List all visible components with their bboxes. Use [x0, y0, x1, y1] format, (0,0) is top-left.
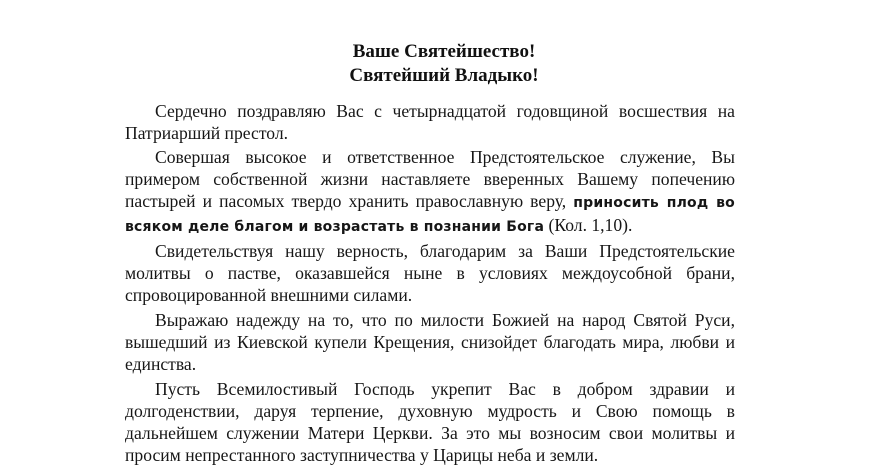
salutation — [0, 40, 888, 88]
paragraph-ministry — [125, 146, 735, 238]
scripture-quote: приносить плод во всяком деле благом и возрастать в познании Бога — [125, 195, 735, 235]
paragraph-loyalty: Свидетельствуя нашу верность, благодарим за Ваши Предстоятельские молитвы о пастве, оказавшейся ныне в условиях междоусобной брани, спровоцированной внешними силами. — [125, 241, 735, 305]
scripture-reference: (Кол. 1,10). — [544, 215, 633, 235]
paragraph-congratulation: Сердечно поздравляю Вас с четырнадцатой годовщиной восшествия на Патриарший престол. — [125, 101, 735, 143]
letter-body — [125, 100, 735, 466]
paragraph-ministry-text: Совершая высокое и ответственное Предстоятельское служение, Вы примером собственной жизни наставляете вверенных Вашему попечению пастырей и пасомых твердо хранить православную веру, — [125, 147, 735, 211]
paragraph-blessing: Пусть Всемилостивый Господь укрепит Вас в добром здравии и долгоденствии, даруя терпение, духовную мудрость и Свою помощь в дальнейшем служении Матери Церкви. За это мы возносим свои молитвы и просим непрестанного заступничества у Царицы неба и земли. — [125, 379, 735, 465]
salutation-line-2: Святейший Владыко! — [349, 65, 539, 86]
salutation-line-1: Ваше Святейшество! — [352, 41, 536, 62]
paragraph-hope: Выражаю надежду на то, что по милости Божией на народ Святой Руси, вышедший из Киевской купели Крещения, снизойдет благодать мира, любви и единства. — [125, 310, 735, 374]
